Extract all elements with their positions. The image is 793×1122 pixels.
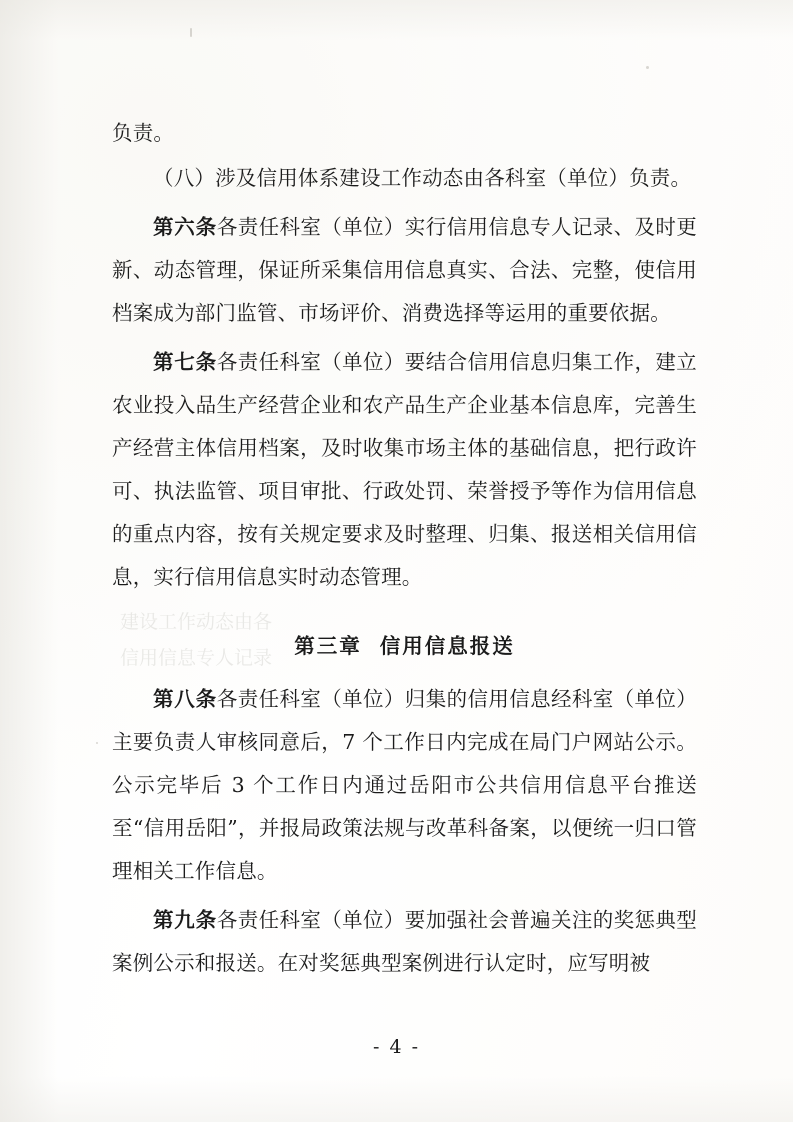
page-number: - 4 -: [372, 1036, 420, 1058]
scan-speck: [96, 742, 98, 744]
paragraph-article-nine: [112, 899, 697, 985]
article-eight-heading: 第八条: [153, 687, 217, 711]
paragraph-article-six: [112, 206, 697, 335]
article-six-heading: 第六条: [153, 215, 217, 239]
scan-speck: [646, 66, 649, 69]
scan-shadow-left: [0, 0, 58, 1122]
scan-speck: [190, 28, 192, 37]
article-six-text: 各责任科室（单位）实行信用信息专人记录、及时更新、动态管理，保证所采集信用信息真实、合法、完整，使信用档案成为部门监管、市场评价、消费选择等运用的重要依据。: [112, 215, 697, 325]
article-nine-heading: 第九条: [153, 908, 217, 932]
paragraph-article-seven: [112, 341, 697, 599]
paragraph-article-eight: [112, 678, 697, 893]
document-body: [112, 112, 697, 987]
chapter-three-title: [112, 625, 697, 668]
chapter-three-heading: 信用信息报送: [379, 634, 515, 658]
paragraph-closing-negative-responsibility: 负责。: [112, 121, 175, 145]
paragraph-item-eight: （八）涉及信用体系建设工作动态由各科室（单位）负责。: [153, 166, 692, 190]
article-seven-heading: 第七条: [153, 350, 217, 374]
scan-shadow-bottom: [0, 1076, 793, 1122]
chapter-three-label: 第三章: [294, 634, 362, 658]
scan-bleed-through: 建设工作动态由各 信用信息专人记录: [120, 611, 273, 669]
article-seven-text: 各责任科室（单位）要结合信用信息归集工作，建立农业投入品生产经营企业和农产品生产企业基本信息库，完善生产经营主体信用档案，及时收集市场主体的基础信息，把行政许可、执法监管、项目审批、行政处罚、荣誉授予等作为信用信息的重点内容，按有关规定要求及时整理、归集、报送相关信用信息，实行信用信息实时动态管理。: [112, 350, 697, 589]
article-eight-text: 各责任科室（单位）归集的信用信息经科室（单位）主要负责人审核同意后，7 个工作日内完成在局门户网站公示。公示完毕后 3 个工作日内通过岳阳市公共信用信息平台推送至“信用岳阳”，并报局政策法规与改革科备案，以便统一归口管理相关工作信息。: [112, 687, 697, 883]
article-nine-text: 各责任科室（单位）要加强社会普遍关注的奖惩典型案例公示和报送。在对奖惩典型案例进行认定时，应写明被: [112, 908, 697, 975]
scan-shadow-top: [0, 0, 793, 40]
